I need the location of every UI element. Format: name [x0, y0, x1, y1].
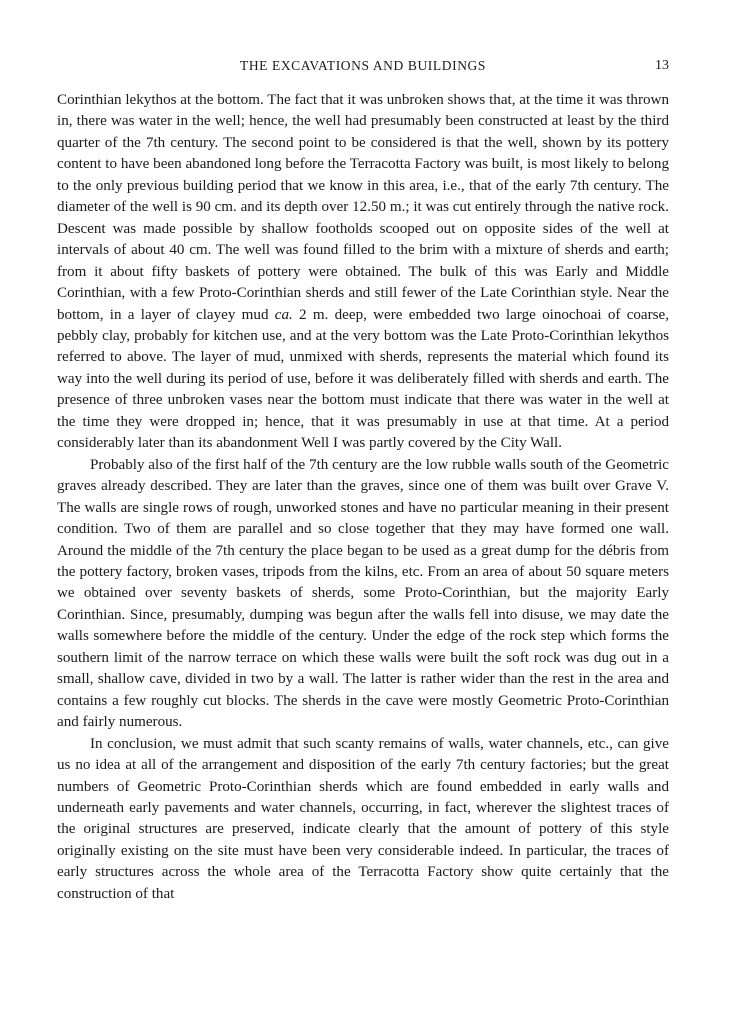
paragraph-conclusion: In conclusion, we must admit that such scanty remains of walls, water channels, etc., can give us no idea at all of the arrangement and disposition of the early 7th century factories; but the great numbers of Geometric Proto-Corinthian sherds which are found embedded in early walls and underneath early pavements and water channels, occurring, in fact, wherever the slightest traces of the original structures are preserved, indicate clearly that the amount of pottery of this style originally existing on the site must have been very considerable indeed. In particular, the traces of early structures across the whole area of the Terracotta Factory show quite certainly that the construction of that [57, 735, 669, 902]
paragraph-rubble-walls: Probably also of the first half of the 7th century are the low rubble walls south of the Geometric graves already described. They are later than the graves, since one of them was built over Grave V. The walls are single rows of rough, unworked stones and have no particular meaning in their present condition. Two of them are parallel and so close together that they may have formed one wall. Around the middle of the 7th century the place began to be used as a great dump for the débris from the pottery factory, broken vases, tripods from the kilns, etc. From an area of about 50 square meters we obtained over seventy baskets of sherds, some Proto-Corinthian, but the majority Early Corinthian. Since, presumably, dumping was begun after the walls fell into disuse, we may date the walls somewhere before the middle of the century. Under the edge of the rock step which forms the southern limit of the narrow terrace on which these walls were built the soft rock was dug out in a small, shallow cave, divided in two by a wall. The latter is rather wider than the rest in the area and contains a few roughly cut blocks. The sherds in the cave were mostly Geometric Proto-Corinthian and fairly numerous. [57, 456, 669, 731]
paragraph-continued: Corinthian lekythos at the bottom. The fact that it was unbroken shows that, at the time it was thrown in, there was water in the well; hence, the well had presumably been constructed at least by the third quarter of the 7th century. The second point to be considered is that the well, shown by its pottery content to have been abandoned long before the Terracotta Factory was built, is most likely to belong to the only previous building period that we know in this area, i.e., that of the early 7th century. The diameter of the well is 90 cm. and its depth over 12.50 m.; it was cut entirely through the native rock. Descent was made possible by shallow footholds scooped out on opposite sides of the well at intervals of about 40 cm. The well was found filled to the brim with a mixture of sherds and earth; from it about fifty baskets of pottery were obtained. The bulk of this was Early and Middle Corinthian, with a few Proto-Corinthian sherds and still fewer of the Late Corinthian style. Near the bottom, in a layer of clayey mud ca. 2 m. deep, were embedded two large oinochoai of coarse, pebbly clay, probably for kitchen use, and at the very bottom was the Late Proto-Corinthian lekythos referred to above. The layer of mud, unmixed with sherds, represents the material which found its way into the well during its period of use, before it was deliberately filled with sherds and earth. The presence of three unbroken vases near the bottom must indicate that there was water in the well at the time they were dropped in; hence, that it was presumably in use at that time. At a period considerably later than its abandonment Well I was partly covered by the City Wall. [57, 92, 670, 452]
page-number: 13 [655, 58, 669, 73]
abbreviation-circa: ca. [274, 306, 293, 323]
running-head [57, 58, 669, 78]
body-text [57, 90, 669, 905]
running-title: THE EXCAVATIONS AND BUILDINGS [239, 58, 487, 73]
